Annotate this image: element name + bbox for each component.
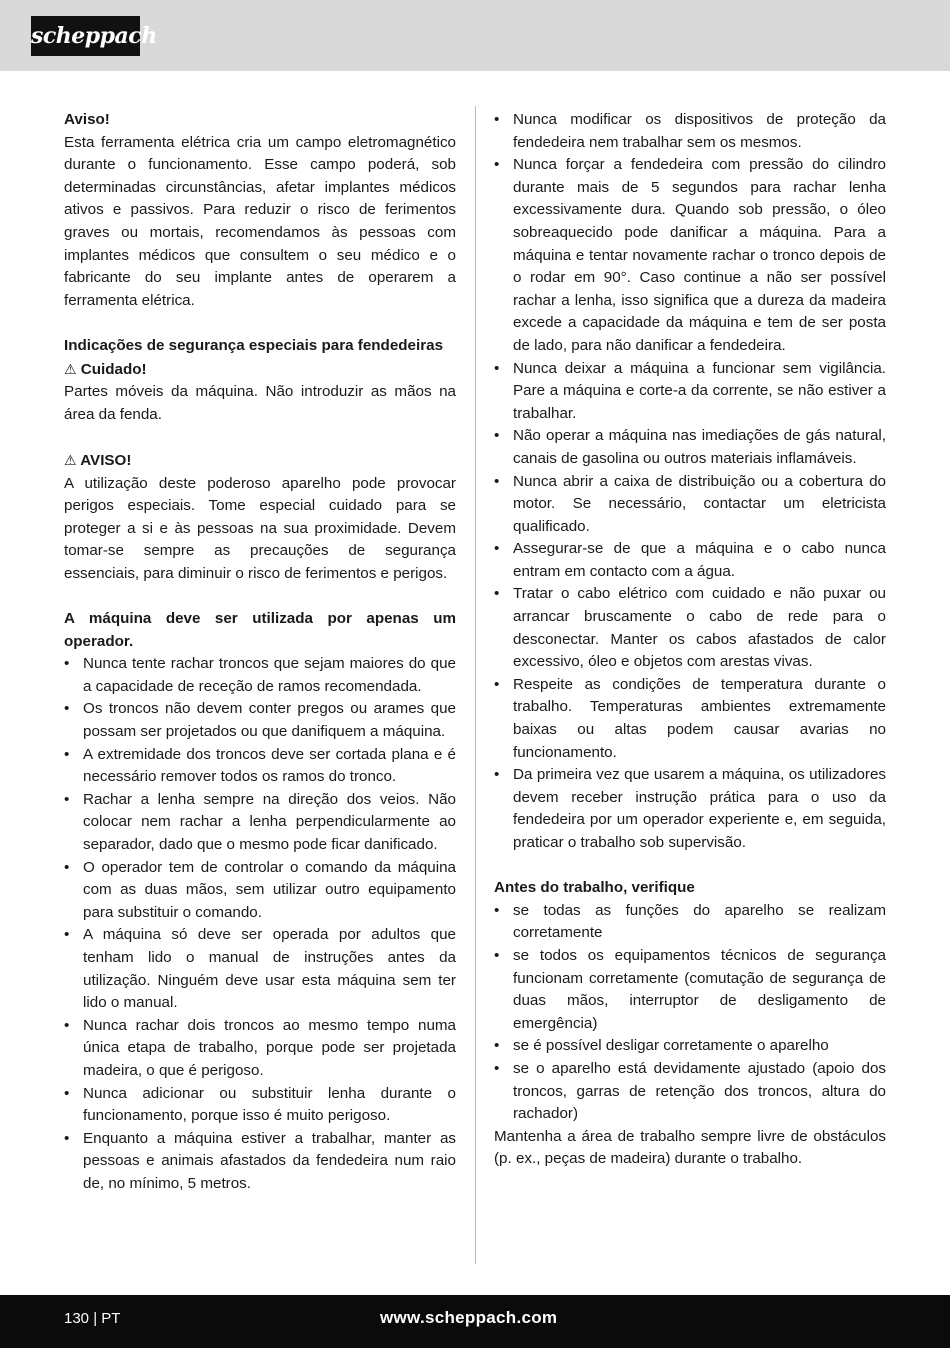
list-item: • Não operar a máquina nas imediações de gás natural, canais de gasolina ou outros materiais inflamáveis. [494,425,886,470]
list-item: • A máquina só deve ser operada por adultos que tenham lido o manual de instruções antes da utilização. Ninguém deve usar esta máquina sem ter lido o manual. [64,924,456,1014]
list-item: • Nunca forçar a fendedeira com pressão do cilindro durante mais de 5 segundos para rachar lenha excessivamente dura. Quando sob pressão, o óleo sobreaquecido pode danificar a máquina. Para a máquina e tentar novamente rachar o tronco depois de o rodar em 90°. Caso continue a não ser possível rachar a lenha, isso significa que a dureza da madeira excede a capacidade da máquina e tem de ser posta de lado, para não danificar a fendedeira. [494,154,886,357]
list-item: • Tratar o cabo elétrico com cuidado e não puxar ou arrancar bruscamente o cabo de rede para o desconectar. Manter os cabos afastados de calor excessivo, óleo e objetos com arestas vivas. [494,583,886,673]
list-item: • Respeite as condições de temperatura durante o trabalho. Temperaturas ambientes extremamente baixas ou altas podem causar avarias no funcionamento. [494,674,886,764]
safety-heading: Indicações de segurança especiais para fendedeiras [64,336,444,354]
list-item: • Assegurar-se de que a máquina e o cabo nunca entram em contacto com a água. [494,538,886,583]
list-item: • se o aparelho está devidamente ajustado (apoio dos troncos, garras de retenção dos troncos, altura do rachador) [494,1058,886,1126]
list-item: • se todas as funções do aparelho se realizam corretamente [494,900,886,945]
closing-text: Mantenha a área de trabalho sempre livre de obstáculos (p. ex., peças de madeira) durante o trabalho. [494,1127,886,1168]
list-item: • Nunca tente rachar troncos que sejam maiores do que a capacidade de receção de ramos recomendada. [64,653,456,698]
aviso-heading: Aviso! [64,111,110,128]
aviso2-text: A utilização deste poderoso aparelho pode provocar perigos especiais. Tome especial cuidado para se proteger a si e às pessoas na sua proximidade. Devem tomar-se sempre as precauções de segurança essenciais, para diminuir o risco de ferimentos e perigos. [64,474,456,582]
column-divider [475,106,476,1264]
list-item: • se é possível desligar corretamente o aparelho [494,1035,886,1058]
list-item: • Nunca adicionar ou substituir lenha durante o funcionamento, porque isso é muito perigoso. [64,1083,456,1128]
list-item: • A extremidade dos troncos deve ser cortada plana e é necessário remover todos os ramos do tronco. [64,744,456,789]
right-column [494,109,886,1171]
cuidado-text: Partes móveis da máquina. Não introduzir as mãos na área da fenda. [64,383,456,423]
list-item: • Os troncos não devem conter pregos ou arames que possam ser projetados ou que danifiquem a máquina. [64,698,456,743]
aviso2-heading [64,449,456,473]
list-item: • Nunca deixar a máquina a funcionar sem vigilância. Pare a máquina e corte-a da corrente, se não estiver a trabalhar. [494,358,886,426]
warning-icon: ⚠ [64,360,77,377]
left-bullet-list [64,653,456,1195]
operator-heading: A máquina deve ser utilizada por apenas um operador. [64,610,456,650]
list-item: • Da primeira vez que usarem a máquina, os utilizadores devem receber instrução prática para o uso da fendedeira por um operador experiente e, em seguida, praticar o trabalho sob supervisão. [494,764,886,854]
cuidado-label: Cuidado! [80,360,147,378]
list-item: • Nunca abrir a caixa de distribuição ou a cobertura do motor. Se necessário, contactar um eletricista qualificado. [494,471,886,539]
header-bar [0,0,950,71]
warning-icon: ⚠ [64,451,77,468]
list-item: • Enquanto a máquina estiver a trabalhar, manter as pessoas e animais afastados da fendedeira num raio de, no mínimo, 5 metros. [64,1128,456,1196]
footer-bar [0,1295,950,1348]
aviso-text: Esta ferramenta elétrica cria um campo eletromagnético durante o funcionamento. Esse campo poderá, sob determinadas circunstâncias, afetar implantes médicos ativos e passivos. Para reduzir o risco de ferimentos graves ou mortais, recomendamos às pessoas com implantes médicos que consultem o seu médico e o fabricante do seu implante antes de operarem a ferramenta elétrica. [64,133,456,309]
left-column [64,109,456,1196]
website-url[interactable]: www.scheppach.com [380,1308,558,1327]
list-item: • se todos os equipamentos técnicos de segurança funcionam corretamente (comutação de segurança de duas mãos, interruptor de desligamento de emergência) [494,945,886,1035]
cuidado-heading [64,358,456,382]
list-item: • Nunca modificar os dispositivos de proteção da fendedeira nem trabalhar sem os mesmos. [494,109,886,154]
check-bullet-list [494,900,886,1126]
page-number: 130 | PT [64,1310,121,1327]
aviso2-label: AVISO! [80,451,132,469]
check-heading: Antes do trabalho, verifique [494,879,695,897]
right-bullet-list [494,109,886,855]
list-item: • O operador tem de controlar o comando da máquina com as duas mãos, sem utilizar outro equipamento para substituir o comando. [64,857,456,925]
list-item: • Nunca rachar dois troncos ao mesmo tempo numa única etapa de trabalho, porque pode ser projetada madeira, o que é perigoso. [64,1015,456,1083]
brand-logo: scheppach [31,16,140,56]
list-item: • Rachar a lenha sempre na direção dos veios. Não colocar nem rachar a lenha perpendicularmente ao separador, dado que o mesmo pode ficar danificado. [64,789,456,857]
